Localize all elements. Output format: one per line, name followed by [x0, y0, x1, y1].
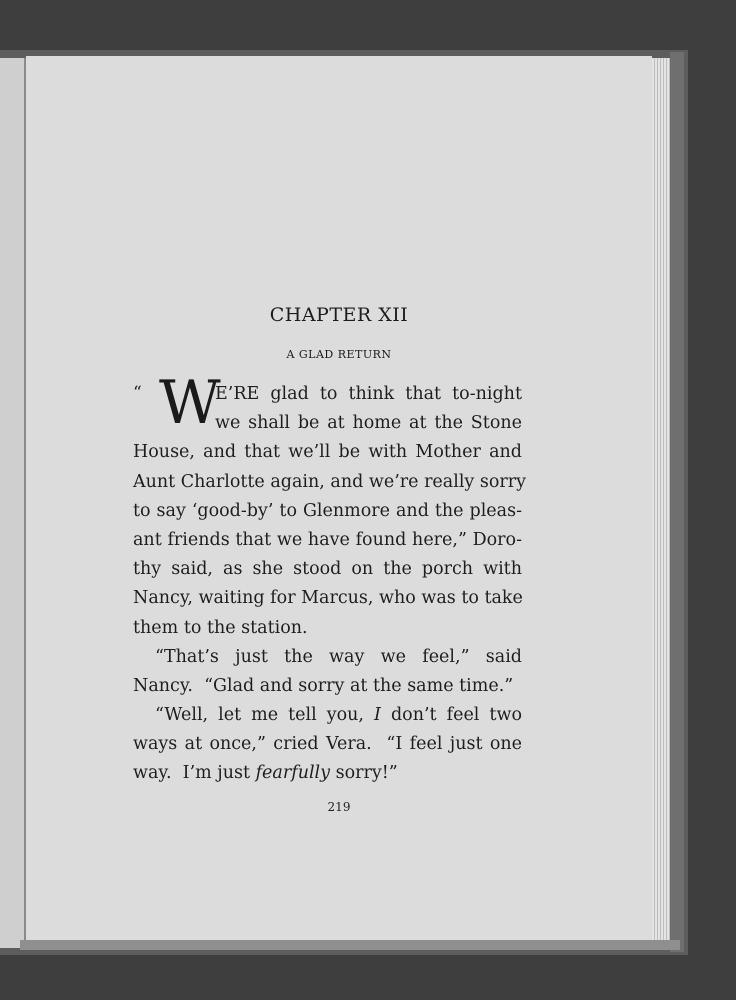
text-line: E’RE glad to think that to-night: [215, 384, 522, 404]
text-line: “Well, let me tell you, I don’t feel two: [155, 705, 522, 726]
text-line: them to the station.: [133, 617, 308, 638]
italic-emphasis: I: [374, 705, 381, 726]
text-line: ways at once,” cried Vera. “I feel just one: [133, 734, 522, 755]
cover-edge: [670, 52, 684, 952]
text-line: Nancy. “Glad and sorry at the same time.”: [133, 675, 514, 696]
chapter-subtitle: A GLAD RETURN: [286, 348, 392, 361]
page-edges: [652, 58, 670, 942]
text-line: thy said, as she stood on the porch with: [133, 559, 522, 580]
text-line: we shall be at home at the Stone: [215, 413, 522, 434]
page-bottom-shadow: [20, 940, 680, 950]
text-line: “That’s just the way we feel,” said: [155, 646, 522, 667]
italic-emphasis: fearfully: [255, 763, 331, 784]
page-number: 219: [327, 800, 351, 814]
text-line: Aunt Charlotte again, and we’re really sorry: [133, 471, 526, 492]
text-line: to say ‘good-by’ to Glenmore and the pleas-: [133, 500, 522, 521]
body-text: [133, 380, 526, 789]
chapter-title: CHAPTER XII: [269, 304, 409, 326]
left-page-edge: [0, 58, 26, 948]
drop-cap-open-quote: “: [133, 383, 142, 403]
text-line: House, and that we’ll be with Mother and: [133, 442, 522, 463]
text-line: ant friends that we have found here,” Doro-: [133, 529, 522, 550]
text-line: way. I’m just fearfully sorry!”: [133, 763, 398, 784]
drop-cap-letter: W: [159, 368, 221, 438]
text-line: Nancy, waiting for Marcus, who was to take: [133, 588, 523, 609]
